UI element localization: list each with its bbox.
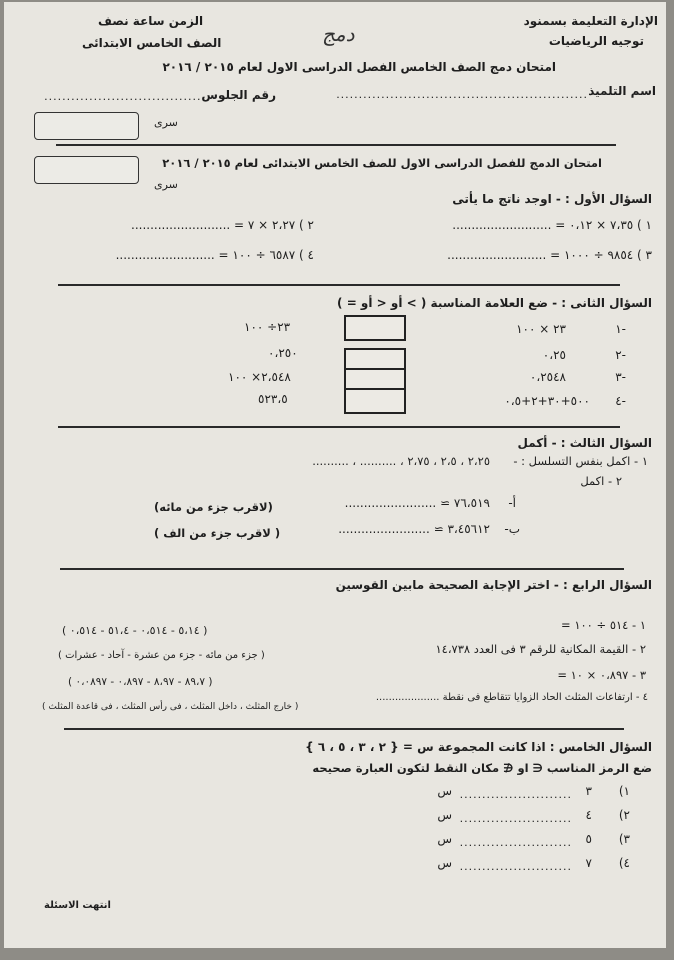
q4-item-2-choices: ( جزء من مائه - جزء من عشرة - آحاد - عشرات ) (58, 650, 265, 661)
q3-b-note: ( لاقرب جزء من الف ) (154, 526, 281, 540)
q5-item-1-num: ١) (618, 784, 630, 798)
detach-title: امتحان الدمج للفصل الدراسى الاول للصف الخامس الابتدائى لعام ٢٠١٥ / ٢٠١٦ (162, 156, 602, 170)
q3-b-label: ب- (504, 522, 520, 536)
student-name-label: اسم التلميذ (588, 84, 656, 98)
directorate-name: الإدارة التعليمة بسمنود (523, 14, 658, 28)
q5-item-3-set: س (437, 832, 452, 846)
q1-item-4: ٤ ) ٦٥٨٧ ÷ ١٠٠ = .......................... (115, 248, 314, 262)
seat-number-label: رقم الجلوس (201, 88, 276, 102)
end-of-questions: انتهت الاسئلة (44, 900, 111, 911)
q1-title: السؤال الأول : - اوجد ناتج ما يأتى (452, 192, 652, 206)
q2-row-1-right: ٢٣ × ١٠٠ (516, 322, 566, 336)
q4-item-2-question: ٢ - القيمة المكانية للرقم ٣ فى العدد ١٤،٧٣٨ (435, 642, 646, 656)
q5-item-2-value: ٤ (585, 808, 592, 822)
q3-a-value: ٧٦،٥١٩ ≃ ........................ (344, 496, 490, 510)
q2-row-4-num: -٤ (615, 394, 626, 408)
detach-code-box (34, 156, 139, 184)
q2-row-1-num: -١ (615, 322, 626, 336)
q3-item-1-sequence: ٢،٢٥ ، ٢،٥ ، ٢،٧٥ ، .......... ، .......... (312, 454, 490, 468)
exam-duration: الزمن ساعة نصف (98, 14, 204, 28)
q5-item-1-blank[interactable]: ......................... (459, 788, 572, 801)
q2-title: السؤال الثانى : - ضع العلامة المناسبة ( > أو < أو = ) (337, 296, 652, 310)
seat-number-dots: .................................... (44, 90, 206, 103)
q4-item-3-choices: ( ٨٩،٧ - ٨،٩٧ - ٠،٨٩٧ - ٠،٠٨٩٧ ) (68, 676, 213, 688)
q4-item-4-question: ٤ - ارتفاعات المثلث الحاد الزوايا تتقاطع فى نقطة .................... (375, 692, 648, 703)
q3-b-value: ٣،٤٥٦١٢ ≃ ........................ (338, 522, 490, 536)
q5-item-4-num: ٤) (618, 856, 630, 870)
q3-a-note: (لاقرب جزء من مائه) (154, 500, 273, 514)
q5-item-3-value: ٥ (585, 832, 592, 846)
detach-secret-label: سرى (154, 178, 178, 191)
divider-q2 (58, 426, 620, 428)
q4-item-4-choices: ( خارج المثلث ، داخل المثلث ، فى رأس المثلث ، فى قاعدة المثلث ) (42, 702, 299, 712)
q4-item-1-question: ١ - ٥١٤ ÷ ١٠٠ = (561, 618, 646, 632)
q2-row-2-left: ٠،٢٥٠ (268, 346, 298, 360)
q3-title: السؤال الثالث : - أكمل (517, 436, 652, 450)
q1-item-3: ٣ ) ٩٨٥٤ ÷ ١٠٠٠ = .......................... (447, 248, 652, 262)
q5-item-2-blank[interactable]: ......................... (459, 812, 572, 825)
q2-row-2-num: -٢ (615, 348, 626, 362)
q4-item-1-choices: ( ٥،١٤ - ٠،٥١٤ - ٥١،٤ - ٠،٥١٤ ) (62, 624, 208, 637)
q5-title: السؤال الخامس : اذا كانت المجموعة س = { ٢ ، ٣ ، ٥ ، ٦ } (305, 740, 652, 754)
department-name: توجيه الرياضيات (548, 34, 644, 48)
q2-row-3-left: ٢،٥٤٨× ١٠٠ (228, 370, 291, 384)
student-name-dots: ........................................................ (336, 88, 588, 101)
q2-row-4-left: ٥٢٣،٥ (258, 392, 288, 406)
q2-row-2-right: ٠،٢٥ (542, 348, 566, 362)
signature-mark: دمج (322, 22, 355, 46)
divider-q4 (64, 728, 624, 730)
secret-code-box (34, 112, 139, 140)
q2-row-3-num: -٣ (615, 370, 626, 384)
grade-level: الصف الخامس الابتدائى (82, 36, 222, 50)
exam-title: امتحان دمج الصف الخامس الفصل الدراسى الاول لعام ٢٠١٥ / ٢٠١٦ (162, 60, 556, 74)
q4-title: السؤال الرابع : - اختر الإجابة الصحيحة مابين القوسين (335, 578, 652, 592)
q2-answer-box-1[interactable] (344, 315, 406, 341)
q5-item-4-value: ٧ (585, 856, 592, 870)
detach-line (56, 144, 616, 146)
q5-item-2-num: ٢) (618, 808, 630, 822)
q3-item-1-label: ١ - اكمل بنفس التسلسل : - (513, 454, 648, 468)
q5-item-3-num: ٣) (618, 832, 630, 846)
divider-q1 (58, 284, 620, 286)
q2-row-4-right: ٥٠٠+٣٠+٢+٠،٥ (504, 394, 590, 408)
q5-item-4-set: س (437, 856, 452, 870)
q2-answer-box-4[interactable] (344, 388, 406, 414)
q5-instruction: ضع الرمز المناسب ∈ او ∉ مكان النقط لتكون العبارة صحيحه (312, 761, 652, 775)
q5-item-2-set: س (437, 808, 452, 822)
q2-row-3-right: ٠،٢٥٤٨ (529, 370, 566, 384)
q5-item-1-value: ٣ (585, 784, 592, 798)
q2-row-1-left: ٢٣÷ ١٠٠ (244, 320, 291, 334)
divider-q3 (60, 568, 624, 570)
q3-item-2-label: ٢ - اكمل (580, 474, 622, 488)
q5-item-4-blank[interactable]: ......................... (459, 860, 572, 873)
exam-paper (4, 2, 666, 948)
q1-item-1: ١ ) ٧،٣٥ × ٠،١٢ = .......................... (452, 218, 652, 232)
secret-label: سرى (154, 116, 178, 129)
q5-item-1-set: س (437, 784, 452, 798)
q1-item-2: ٢ ) ٢،٢٧ × ٧ = .......................... (131, 218, 314, 232)
q4-item-3-question: ٣ - ٠،٨٩٧ × ١٠ = (557, 668, 646, 682)
q5-item-3-blank[interactable]: ......................... (459, 836, 572, 849)
q3-a-label: أ- (508, 496, 516, 510)
